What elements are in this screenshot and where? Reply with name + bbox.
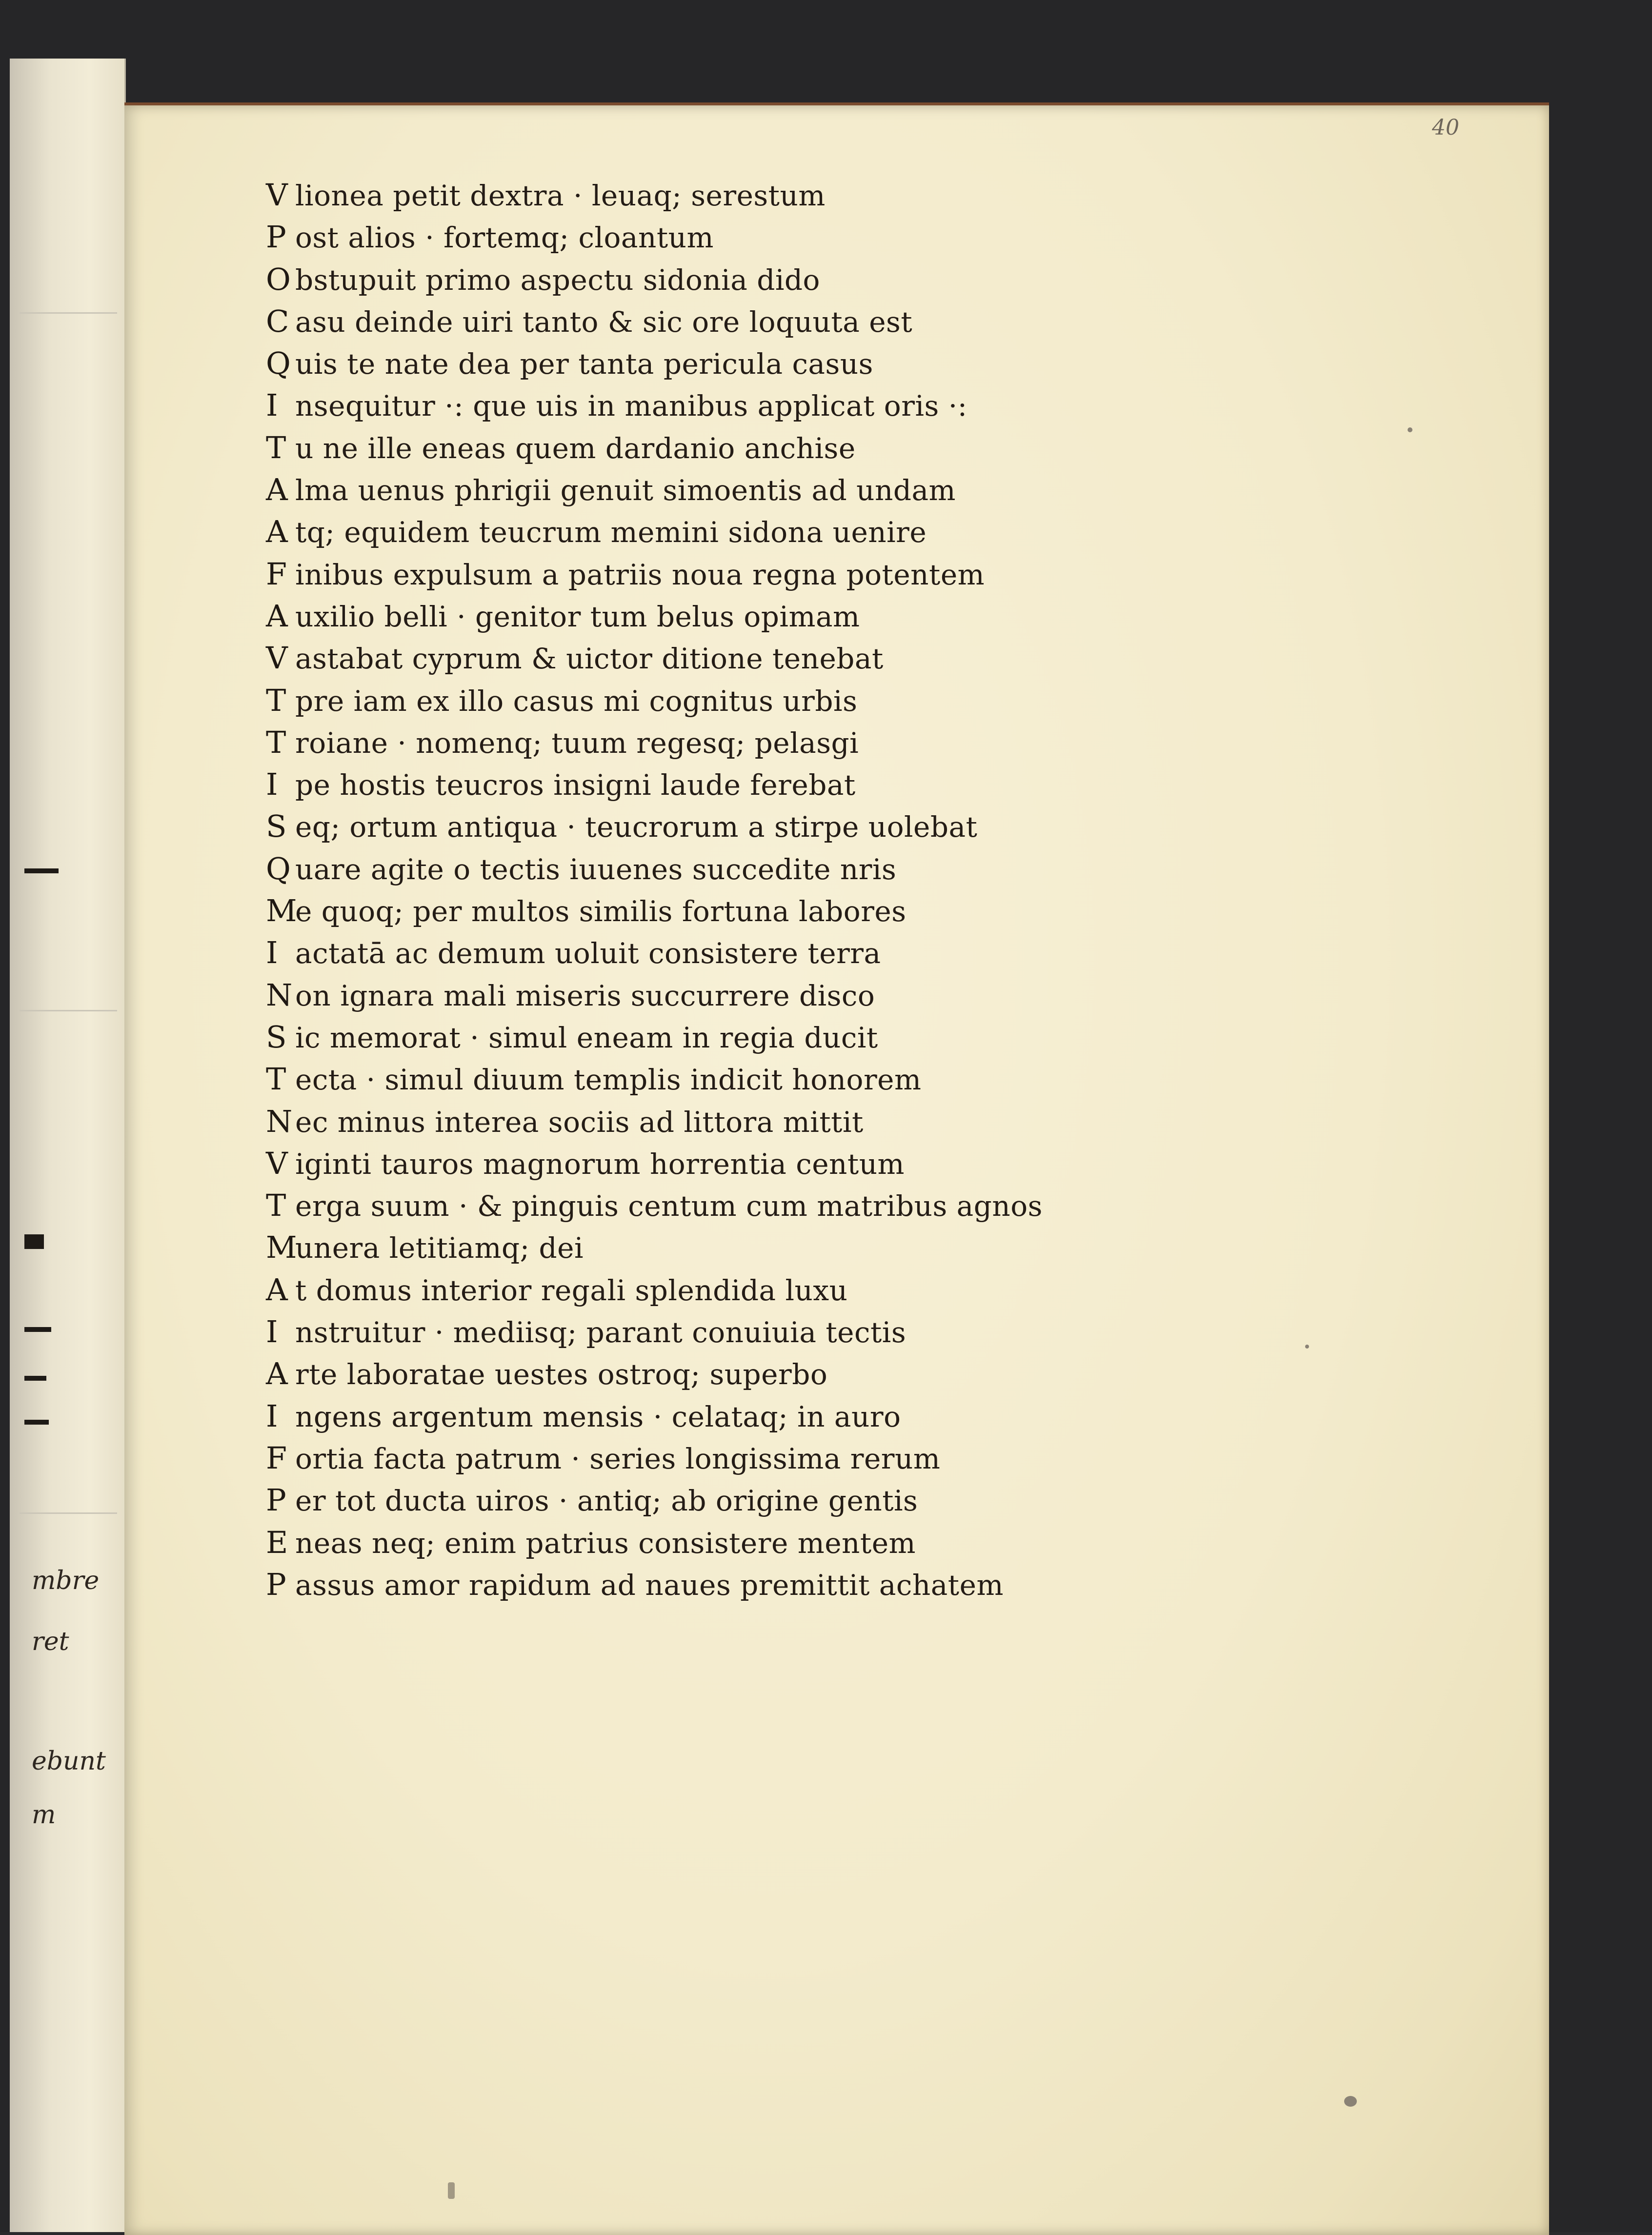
verse-initial: M — [266, 893, 297, 929]
speck — [1408, 427, 1412, 432]
verse-text: erga suum · & pinguis centum cum matribus agnos — [295, 1189, 1043, 1223]
verse-initial: I — [266, 766, 278, 803]
verse-initial: V — [266, 1145, 288, 1181]
verse-initial: P — [266, 1482, 287, 1518]
verse-line — [266, 680, 1043, 722]
ink-blot — [448, 2182, 455, 2199]
verse-text: lionea petit dextra · leuaq; serestum — [295, 179, 826, 212]
verse-line — [266, 764, 1043, 805]
verse-line — [266, 1353, 1043, 1395]
verse-text: u ne ille eneas quem dardanio anchise — [295, 431, 856, 465]
verse-text: inibus expulsum a patriis noua regna potentem — [295, 558, 985, 591]
verse-initial: S — [266, 808, 287, 845]
verse-initial: N — [266, 1103, 293, 1139]
verse-line — [266, 259, 1043, 301]
verse-line — [266, 469, 1043, 511]
verse-initial: A — [266, 598, 288, 634]
verse-line — [266, 637, 1043, 679]
verse-line — [266, 932, 1043, 974]
verse-line — [266, 427, 1043, 469]
margin-word: m — [32, 1800, 56, 1830]
verse-line — [266, 1058, 1043, 1100]
verse-line — [266, 722, 1043, 764]
verse-text: asu deinde uiri tanto & sic ore loquuta est — [295, 305, 913, 339]
verse-initial: V — [266, 640, 288, 676]
verse-text: eq; ortum antiqua · teucrorum a stirpe uolebat — [295, 810, 978, 844]
verse-line — [266, 1564, 1043, 1606]
verse-text-block — [266, 174, 1043, 1606]
verse-text: nstruitur · mediisq; parant conuiuia tectis — [295, 1316, 907, 1349]
verse-initial: N — [266, 977, 293, 1013]
verse-text: unera letitiamq; dei — [295, 1231, 584, 1265]
verse-line — [266, 1227, 1043, 1269]
verse-text: ic memorat · simul eneam in regia ducit — [295, 1021, 878, 1054]
speck — [1305, 1345, 1309, 1349]
verse-initial: T — [266, 1188, 286, 1224]
verse-text: actatā ac demum uoluit consistere terra — [295, 937, 881, 970]
verse-initial: I — [266, 935, 278, 971]
verse-text: uis te nate dea per tanta pericula casus — [295, 347, 873, 381]
verse-line — [266, 848, 1043, 890]
verse-text: uxilio belli · genitor tum belus opimam — [295, 600, 860, 633]
verse-initial: S — [266, 1019, 287, 1055]
verse-line — [266, 342, 1043, 384]
verse-text: nsequitur ·: que uis in manibus applicat oris ·: — [295, 389, 967, 423]
ink-mark — [24, 1327, 51, 1332]
verse-line — [266, 301, 1043, 342]
verse-text: ecta · simul diuum templis indicit honorem — [295, 1063, 922, 1097]
verse-line — [266, 595, 1043, 637]
verse-initial: Q — [266, 850, 291, 886]
verse-line — [266, 511, 1043, 553]
verse-text: ortia facta patrum · series longissima rerum — [295, 1442, 941, 1475]
verse-initial: A — [266, 1271, 288, 1308]
verse-text: tq; equidem teucrum memini sidona uenire — [295, 516, 927, 549]
margin-word: ebunt — [32, 1747, 106, 1776]
verse-initial: I — [266, 1314, 278, 1350]
verse-line — [266, 974, 1043, 1016]
margin-word: mbre — [32, 1566, 100, 1595]
ruling-line — [20, 1512, 117, 1514]
verse-text: iginti tauros magnorum horrentia centum — [295, 1147, 905, 1181]
folio-number: 40 — [1432, 115, 1459, 140]
verse-text: bstupuit primo aspectu sidonia dido — [295, 263, 820, 297]
verse-initial: A — [266, 472, 288, 508]
verse-line — [266, 1311, 1043, 1353]
verse-text: pre iam ex illo casus mi cognitus urbis — [295, 684, 858, 718]
verse-initial: A — [266, 1356, 288, 1392]
verse-initial: T — [266, 429, 286, 465]
verse-initial: C — [266, 303, 289, 339]
ink-mark — [24, 1234, 44, 1249]
verse-text: t domus interior regali splendida luxu — [295, 1273, 848, 1307]
verse-initial: M — [266, 1229, 297, 1266]
ink-mark — [24, 1420, 49, 1425]
verse-line — [266, 1437, 1043, 1479]
verse-text: assus amor rapidum ad naues premittit achatem — [295, 1568, 1004, 1602]
ruling-line — [20, 1010, 117, 1011]
verse-text: roiane · nomenq; tuum regesq; pelasgi — [295, 726, 859, 760]
verse-text: ost alios · fortemq; cloantum — [295, 221, 714, 255]
ink-mark — [24, 868, 59, 873]
verse-line — [266, 216, 1043, 258]
verse-line — [266, 1185, 1043, 1227]
speck — [1344, 2096, 1357, 2107]
verse-initial: I — [266, 1398, 278, 1434]
verse-text: astabat cyprum & uictor ditione tenebat — [295, 642, 884, 676]
verse-initial: V — [266, 177, 288, 213]
verse-initial: I — [266, 387, 278, 423]
verse-text: rte laboratae uestes ostroq; superbo — [295, 1358, 828, 1391]
verse-line — [266, 1143, 1043, 1185]
verse-line — [266, 553, 1043, 595]
verse-text: ngens argentum mensis · celataq; in auro — [295, 1400, 901, 1433]
verse-line — [266, 1522, 1043, 1564]
verse-line — [266, 890, 1043, 932]
ruling-line — [20, 312, 117, 314]
verse-line — [266, 1101, 1043, 1143]
verse-initial: T — [266, 1061, 286, 1097]
verse-line — [266, 1395, 1043, 1437]
verse-line — [266, 384, 1043, 426]
verse-initial: F — [266, 1440, 287, 1476]
verse-initial: F — [266, 556, 287, 592]
verse-initial: E — [266, 1524, 288, 1560]
margin-word: ret — [32, 1627, 69, 1656]
verse-line — [266, 805, 1043, 847]
previous-page-edge — [10, 59, 126, 2232]
verse-line — [266, 174, 1043, 216]
verse-text: pe hostis teucros insigni laude ferebat — [295, 768, 856, 802]
verse-text: er tot ducta uiros · antiq; ab origine gentis — [295, 1484, 918, 1518]
verse-line — [266, 1016, 1043, 1058]
verse-initial: T — [266, 682, 286, 718]
verse-text: uare agite o tectis iuuenes succedite nris — [295, 852, 897, 886]
verse-initial: P — [266, 219, 287, 255]
verse-text: lma uenus phrigii genuit simoentis ad undam — [295, 474, 956, 507]
verse-initial: O — [266, 261, 291, 297]
verse-initial: A — [266, 514, 288, 550]
verse-initial: P — [266, 1566, 287, 1602]
verse-text: on ignara mali miseris succurrere disco — [295, 979, 875, 1012]
verse-text: neas neq; enim patrius consistere mentem — [295, 1526, 916, 1560]
verse-initial: T — [266, 724, 286, 760]
verse-line — [266, 1269, 1043, 1311]
verse-initial: Q — [266, 345, 291, 382]
verse-line — [266, 1479, 1043, 1521]
ink-mark — [24, 1376, 46, 1381]
verse-text: ec minus interea sociis ad littora mittit — [295, 1105, 864, 1139]
verse-text: e quoq; per multos similis fortuna labores — [295, 895, 907, 928]
